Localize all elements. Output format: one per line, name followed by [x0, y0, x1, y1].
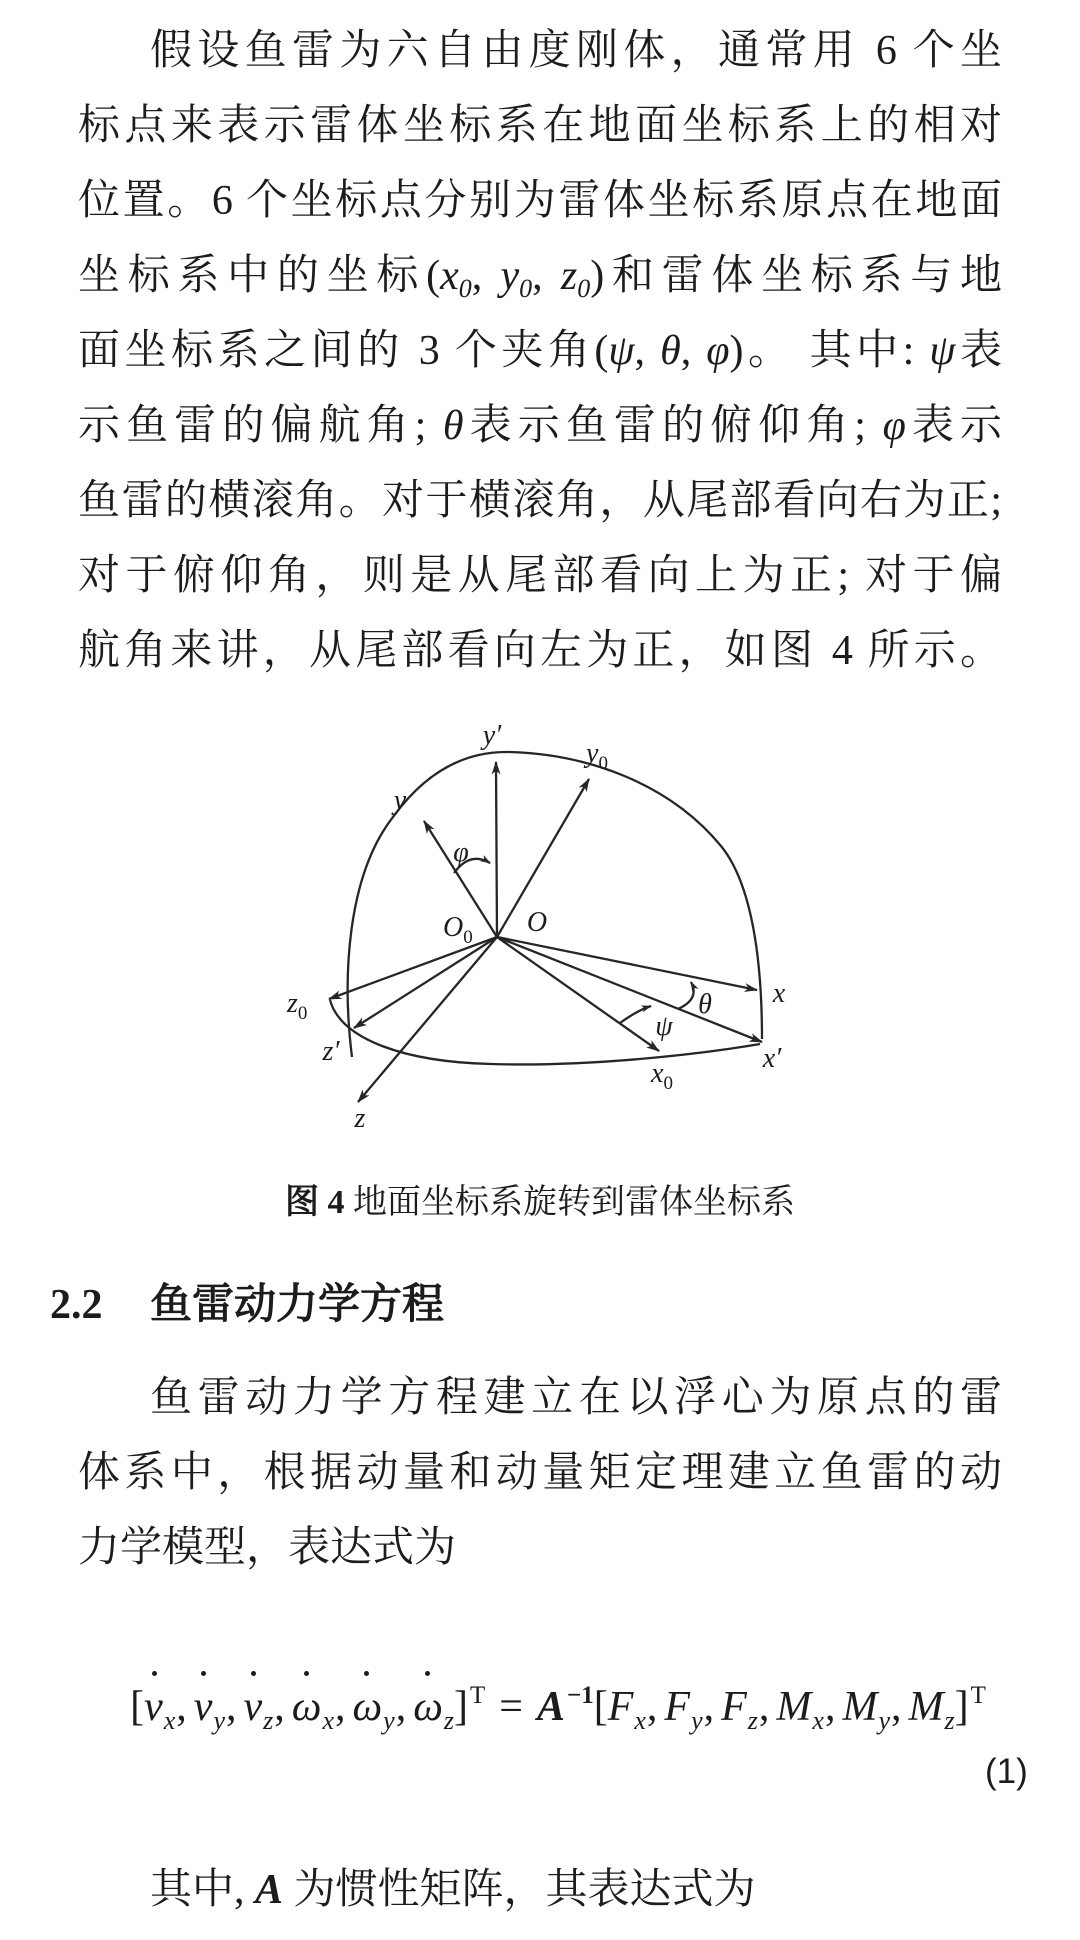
axis-x-prime [497, 937, 762, 1042]
figure-label-y: y [393, 785, 407, 816]
figure-label-phi: φ [453, 837, 469, 868]
figure-caption: 图 4 地面坐标系旋转到雷体坐标系 [285, 1184, 795, 1221]
p1-line-3: 位置。6 个坐标点分别为雷体坐标系原点在地面 [78, 178, 1002, 224]
figure-label-theta: θ [698, 989, 712, 1020]
equation-1: [v $_x$, v $_y$, v $_z$, ω $_x$, ω $_y$, ω $_z]^T = A^{-1}[F_x$, $F_y$, $F_z$, $M_x$, $M_y$, $M_z]^T$ [78, 1652, 1002, 1762]
p1-line-6: 示鱼雷的偏航角; θ表示鱼雷的俯仰角; φ表示 [78, 403, 1002, 449]
theta-angle-arc [678, 982, 694, 1009]
section-number: 2.2 [50, 1282, 103, 1328]
p1-line-9: 航角来讲，从尾部看向左为正，如图 4 所示。 [78, 628, 1002, 674]
figure-label-psi: ψ [655, 1011, 673, 1042]
paragraph-1 [78, 14, 1002, 689]
figure-labels [286, 720, 786, 1134]
p1-line-1: 假设鱼雷为六自由度刚体，通常用 6 个坐 [150, 28, 1002, 74]
paragraph-2 [78, 1361, 1002, 1586]
equation-number: (1) [985, 1752, 1028, 1791]
figure-coordinate-rotation-diagram [250, 710, 890, 1150]
figure-label-z: z [354, 1103, 366, 1134]
figure-label-x-prime: x′ [762, 1043, 782, 1074]
p2-line-3: 力学模型，表达式为 [78, 1525, 457, 1571]
p1-line-2: 标点来表示雷体坐标系在地面坐标系上的相对 [78, 103, 1002, 149]
figure-label-x: x [772, 978, 786, 1009]
section-heading [50, 1277, 1010, 1333]
p1-line-4: 坐标系中的坐标(x0, y0, z0)和雷体坐标系与地 [78, 253, 1003, 303]
p1-line-8: 对于俯仰角，则是从尾部看向上为正; 对于偏 [78, 553, 1002, 599]
figure-label-z-prime: z′ [322, 1036, 340, 1067]
p3-line-1: 其中, A 为惯性矩阵，其表达式为 [150, 1867, 756, 1913]
figure-label-y-prime: y′ [482, 720, 502, 751]
psi-angle-arc [620, 1006, 651, 1023]
p1-line-7: 鱼雷的横滚角。对于横滚角，从尾部看向右为正; [78, 478, 1002, 524]
figure-label-O: O [526, 907, 548, 938]
figure-label-x0: $x_0$ [651, 1058, 673, 1094]
axis-y-prime [496, 762, 497, 937]
figure-label-y0: $y_0$ [586, 738, 608, 774]
p1-line-5: 面坐标系之间的 3 个夹角(ψ, θ, φ)。 其中: ψ表 [78, 328, 1003, 374]
section-title: 鱼雷动力学方程 [150, 1282, 445, 1328]
figure-label-z0: $z_0$ [287, 988, 308, 1024]
p2-line-1: 鱼雷动力学方程建立在以浮心为原点的雷 [150, 1375, 1002, 1421]
p2-line-2: 体系中，根据动量和动量矩定理建立鱼雷的动 [78, 1450, 1002, 1496]
paragraph-3 [78, 1853, 1002, 1928]
bottom-arc [330, 1000, 760, 1064]
figure-label-O0: $O_0$ [443, 912, 473, 948]
